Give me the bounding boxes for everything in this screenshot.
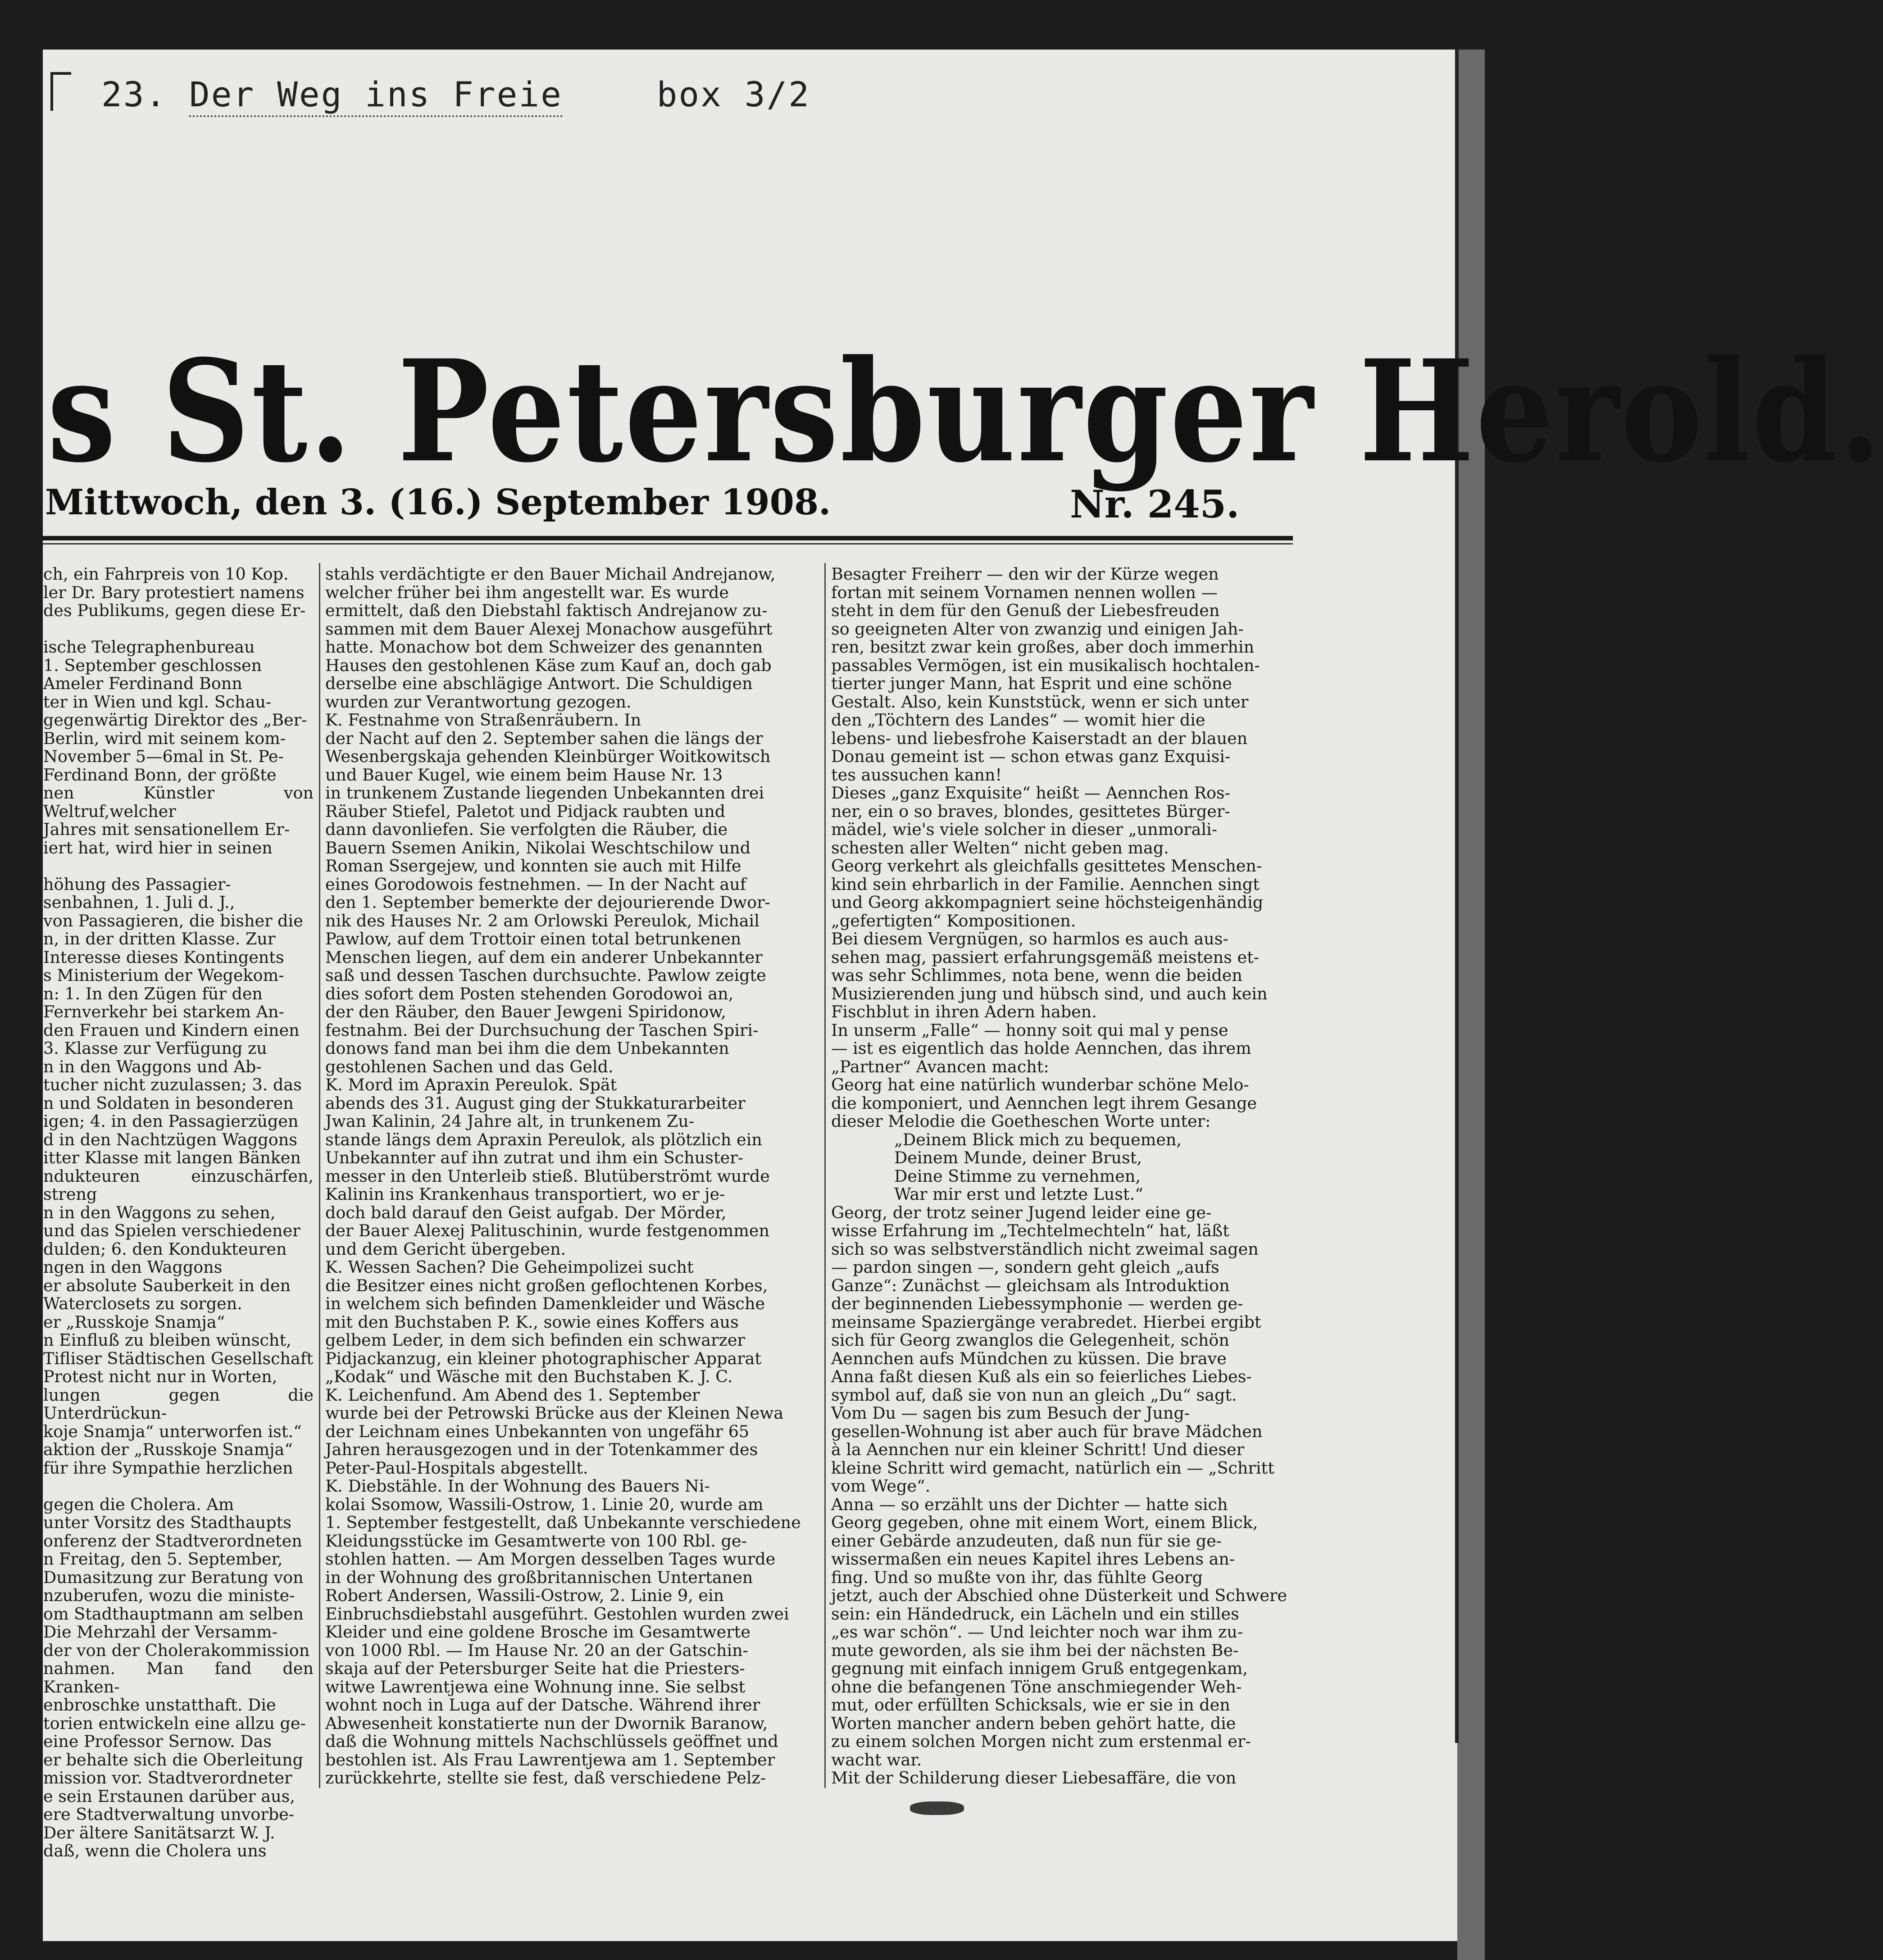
text-line: Protest nicht nur in Worten, [43, 1367, 277, 1386]
archive-title-number: 23. [101, 74, 168, 114]
text-line: n in den Waggons und Ab- [43, 1057, 262, 1076]
text-line: d in den Nachtzügen Waggons [43, 1130, 298, 1149]
text-line: doch bald darauf den Geist aufgab. Der Mörder, [325, 1202, 727, 1222]
text-line: er „Russkoje Snamja“ [43, 1312, 225, 1332]
text-line: 3. Klasse zur Verfügung zu [43, 1039, 267, 1058]
text-line: er absolute Sauberkeit in den [43, 1275, 291, 1295]
text-line: vom Wege“. [831, 1476, 931, 1496]
text-line: K. Wessen Sachen? Die Geheimpolizei sucht [325, 1257, 694, 1277]
text-line: wurde bei der Petrowski Brücke aus der Kleinen Newa [325, 1403, 784, 1423]
text-line: Georg verkehrt als gleichfalls gesittetes Menschen- [831, 856, 1262, 876]
text-line: steht in dem für den Genuß der Liebesfreuden [831, 601, 1220, 620]
text-line: mut, oder erfüllten Schicksals, wie er sie in den [831, 1695, 1230, 1715]
text-line: senbahnen, 1. Juli d. J., [43, 893, 235, 912]
text-line: mädel, wie's viele solcher in dieser „unmorali- [831, 820, 1218, 839]
text-line: dann davonliefen. Sie verfolgten die Räuber, die [325, 820, 728, 839]
column-2 [325, 565, 820, 1799]
text-line: eines Gorodowois festnehmen. — In der Nacht auf [325, 874, 746, 894]
text-line: ler Dr. Bary protestiert namens [43, 582, 305, 602]
text-line: 1. September geschlossen [43, 655, 262, 675]
text-line: Berlin, wird mit seinem kom- [43, 728, 286, 748]
text-line: ren, besitzt zwar kein großes, aber doch immerhin [831, 637, 1255, 657]
text-line [43, 620, 314, 639]
text-line: mute geworden, als sie ihm bei der nächsten Be- [831, 1640, 1239, 1660]
text-line: Deinem Munde, deiner Brust, [894, 1148, 1142, 1167]
text-line: und das Spielen verschiedener [43, 1221, 300, 1240]
text-line: ter in Wien und kgl. Schau- [43, 692, 272, 712]
text-line: von Passagieren, die bisher die [43, 911, 303, 930]
text-line: dies sofort dem Posten stehenden Gorodowoi an, [325, 984, 734, 1003]
text-line: mit den Buchstaben P. K., sowie eines Koffers aus [325, 1312, 739, 1332]
text-line: gegen die Cholera. Am [43, 1494, 234, 1514]
text-line: Georg, der trotz seiner Jugend leider eine ge- [831, 1202, 1212, 1222]
text-line: Peter-Paul-Hospitals abgestellt. [325, 1458, 588, 1478]
text-line: gestohlenen Sachen und das Geld. [325, 1057, 614, 1076]
text-line: sein: ein Händedruck, ein Lächeln und ein stilles [831, 1604, 1239, 1624]
text-line: Dieses „ganz Exquisite“ heißt — Aennchen Ros- [831, 783, 1230, 803]
text-line: „Deinem Blick mich zu bequemen, [894, 1130, 1182, 1149]
text-line: witwe Lawrentjewa eine Wohnung inne. Sie selbst [325, 1677, 746, 1697]
text-line: wisse Erfahrung im „Techtelmechteln“ hat, läßt [831, 1221, 1229, 1240]
text-line: was sehr Schlimmes, nota bene, wenn die beiden [831, 966, 1242, 985]
text-line: Mit der Schilderung dieser Liebesaffäre, die von [831, 1768, 1237, 1788]
column-3-text [831, 565, 1295, 1131]
text-line: ndukteuren einzuschärfen, streng [43, 1166, 314, 1204]
text-line: derselbe eine abschlägige Antwort. Die Schuldigen [325, 674, 753, 693]
text-line: sammen mit dem Bauer Alexej Monachow ausgeführt [325, 619, 773, 639]
text-line: gesellen-Wohnung ist aber auch für brave Mädchen [831, 1421, 1263, 1441]
text-line: fing. Und so mußte von ihr, das fühlte Georg [831, 1567, 1203, 1587]
text-line: Vom Du — sagen bis zum Besuch der Jung- [831, 1403, 1190, 1423]
text-line: Anna — so erzählt uns der Dichter — hatte sich [831, 1494, 1228, 1514]
text-line: K. Leichenfund. Am Abend des 1. September [325, 1385, 700, 1405]
text-line: in trunkenem Zustande liegenden Unbekannten drei [325, 783, 764, 803]
text-line: lebens- und liebesfrohe Kaiserstadt an der blauen [831, 728, 1248, 748]
text-line: Donau gemeint ist — schon etwas ganz Exquisi- [831, 747, 1231, 766]
text-line: stande längs dem Apraxin Pereulok, als plötzlich ein [325, 1130, 762, 1149]
masthead-rule [43, 536, 1293, 540]
text-line: daß, wenn die Cholera uns [43, 1841, 267, 1860]
text-line: der Bauer Alexej Palituschinin, wurde festgenommen [325, 1221, 769, 1240]
text-line: tierter junger Mann, hat Esprit und eine schöne [831, 674, 1232, 693]
text-line: „Partner“ Avancen macht: [831, 1057, 1049, 1076]
text-line: die komponiert, und Aennchen legt ihrem Gesange [831, 1093, 1257, 1113]
column-separator [319, 563, 320, 1788]
text-line: sich für Georg zwanglos die Gelegenheit, schön [831, 1330, 1229, 1350]
text-line: n Einfluß zu bleiben wünscht, [43, 1330, 291, 1350]
text-line: passables Vermögen, ist ein musikalisch hochtalen- [831, 655, 1260, 675]
text-line: so geeigneten Alter von zwanzig und einigen Jah- [831, 619, 1244, 639]
text-line: Kalinin ins Krankenhaus transportiert, wo er je- [325, 1184, 725, 1204]
poem [831, 1131, 1295, 1204]
corner-bracket [50, 72, 71, 111]
text-line: Tifliser Städtischen Gesellschaft [43, 1348, 314, 1368]
text-line: 1. September festgestellt, daß Unbekannte verschiedene [325, 1513, 801, 1532]
text-line: K. Festnahme von Straßenräubern. In [325, 710, 641, 730]
text-line: unter Vorsitz des Stadthaupts [43, 1513, 291, 1532]
text-line: wohnt noch in Luga auf der Datsche. Während ihrer [325, 1695, 760, 1715]
text-line: der Nacht auf den 2. September sahen die längs der [325, 728, 763, 748]
text-line: wissermaßen ein neues Kapitel ihres Lebens an- [831, 1549, 1235, 1569]
text-line: meinsame Spaziergänge verabredet. Hierbei ergibt [831, 1312, 1261, 1332]
text-line: fortan mit seinem Vornamen nennen wollen — [831, 582, 1218, 602]
text-line: höhung des Passagier- [43, 874, 231, 894]
text-line: Bauern Ssemen Anikin, Nikolai Weschtschilow und [325, 838, 751, 858]
text-line: „gefertigten“ Kompositionen. [831, 911, 1076, 930]
text-line: ohne die befangenen Töne anschmiegender Weh- [831, 1677, 1242, 1697]
text-line: der beginnenden Liebessymphonie — werden ge- [831, 1294, 1243, 1313]
text-line: s Ministerium der Wegekom- [43, 966, 284, 985]
text-line: — pardon singen —, sondern geht gleich „aufs [831, 1257, 1219, 1277]
text-line: und Bauer Kugel, wie einem beim Hause Nr. 13 [325, 765, 723, 785]
text-line: zu einem solchen Morgen nicht zum erstenmal er- [831, 1732, 1251, 1751]
text-line: Besagter Freiherr — den wir der Kürze wegen [831, 564, 1219, 584]
text-line: kleine Schritt wird gemacht, natürlich ein — „Schritt [831, 1458, 1274, 1478]
text-line: und Georg akkompagniert seine höchsteigenhändig [831, 893, 1264, 912]
text-line: gegenwärtig Direktor des „Ber- [43, 710, 307, 730]
text-line: Wesenbergskaja gehenden Kleinbürger Woitkowitsch [325, 747, 771, 766]
text-line: K. Mord im Apraxin Pereulok. Spät [325, 1075, 617, 1094]
archive-title: Der Weg ins Freie [189, 74, 563, 117]
text-line: Menschen liegen, auf dem ein anderer Unbekannter [325, 947, 763, 967]
text-line: den 1. September bemerkte der dejourierende Dwor- [325, 893, 770, 912]
text-line: Robert Andersen, Wassili-Ostrow, 2. Linie 9, ein [325, 1586, 724, 1605]
column-3-text-continued [831, 1204, 1295, 1788]
text-line: stahls verdächtigte er den Bauer Michail Andrejanow, [325, 564, 776, 584]
text-line: Worten mancher andern beben gehört hatte, die [831, 1713, 1236, 1733]
text-line: tucher nicht zuzulassen; 3. das [43, 1075, 302, 1094]
text-line: in der Wohnung des großbritannischen Untertanen [325, 1567, 753, 1587]
text-line: schesten aller Welten“ nicht geben mag. [831, 838, 1169, 858]
text-line [43, 1477, 314, 1496]
text-line: dulden; 6. den Kondukteuren [43, 1239, 287, 1259]
text-line: itter Klasse mit langen Bänken [43, 1148, 301, 1167]
text-line: wurden zur Verantwortung gezogen. [325, 692, 632, 712]
text-line: Roman Ssergejew, und konnten sie auch mit Hilfe [325, 856, 741, 876]
text-line: Interesse dieses Kontingents [43, 947, 284, 967]
text-line: stohlen hatten. — Am Morgen desselben Tages wurde [325, 1549, 776, 1569]
text-line: Jahren herausgezogen und in der Totenkammer des [325, 1440, 758, 1459]
issue-number: Nr. 245. [1070, 482, 1240, 526]
text-line: In unserm „Falle“ — honny soit qui mal y pense [831, 1020, 1228, 1040]
text-line: ch, ein Fahrpreis von 10 Kop. [43, 564, 289, 584]
text-line: Anna faßt diesen Kuß als ein so feierliches Liebes- [831, 1367, 1252, 1386]
text-line: sich so was selbstverständlich nicht zweimal sagen [831, 1239, 1259, 1259]
text-line: nahmen. Man fand den Kranken- [43, 1659, 314, 1697]
text-line: lungen gegen die Unterdrückun- [43, 1385, 314, 1423]
text-line: Einbruchsdiebstahl ausgeführt. Gestohlen wurden zwei [325, 1604, 789, 1624]
text-line: festnahm. Bei der Durchsuchung der Taschen Spiri- [325, 1020, 759, 1040]
ink-stain [910, 1801, 964, 1815]
text-line: saß und dessen Taschen durchsuchte. Pawlow zeigte [325, 966, 766, 985]
text-line: Fischblut in ihren Adern haben. [831, 1002, 1097, 1021]
text-line: nik des Hauses Nr. 2 am Orlowski Pereulok, Michail [325, 911, 760, 930]
text-line: wacht war. [831, 1750, 922, 1769]
archive-box: box 3/2 [656, 74, 810, 114]
text-line: Musizierenden jung und hübsch sind, und auch kein [831, 984, 1268, 1003]
text-line: welcher früher bei ihm angestellt war. Es wurde [325, 582, 729, 602]
text-line: Hauses den gestohlenen Käse zum Kauf an, doch gab [325, 655, 772, 675]
text-line: einer Gebärde anzudeuten, daß nun für sie ge- [831, 1531, 1222, 1551]
text-line: des Publikums, gegen diese Er- [43, 601, 306, 620]
text-line: Bei diesem Vergnügen, so harmlos es auch aus- [831, 929, 1228, 948]
text-line: torien entwickeln eine allzu ge- [43, 1713, 306, 1733]
newspaper-dateline: Mittwoch, den 3. (16.) September 1908. [45, 482, 831, 523]
text-line: onferenz der Stadtverordneten [43, 1531, 302, 1551]
text-line: die Besitzer eines nicht großen geflochtenen Korbes, [325, 1275, 768, 1295]
text-line: ngen in den Waggons [43, 1257, 223, 1277]
text-line: in welchem sich befinden Damenkleider und Wäsche [325, 1294, 765, 1313]
text-line: — ist es eigentlich das holde Aennchen, das ihrem [831, 1039, 1251, 1058]
text-line: Pidjackanzug, ein kleiner photographischer Apparat [325, 1348, 762, 1368]
text-line: Aennchen aufs Mündchen zu küssen. Die brave [831, 1348, 1227, 1368]
text-line: enbroschke unstatthaft. Die [43, 1695, 276, 1715]
text-line: War mir erst und letzte Lust.“ [894, 1184, 1143, 1204]
text-line: eine Professor Sernow. Das [43, 1732, 272, 1751]
text-line: ere Stadtverwaltung unvorbe- [43, 1805, 295, 1824]
masthead-rule-thin [43, 543, 1293, 544]
text-line: Der ältere Sanitätsarzt W. J. [43, 1823, 275, 1842]
text-line: n: 1. In den Zügen für den [43, 984, 263, 1003]
text-line: Kleider und eine goldene Brosche im Gesamtwerte [325, 1622, 750, 1642]
newspaper-masthead: s St. Petersburger Herold. [47, 329, 1883, 494]
text-line: kind sein ehrbarlich in der Familie. Aennchen singt [831, 874, 1260, 894]
text-line: gegnung mit einfach innigem Gruß entgegenkam, [831, 1659, 1248, 1678]
text-line: abends des 31. August ging der Stukkaturarbeiter [325, 1093, 746, 1113]
text-line: „Kodak“ und Wäsche mit den Buchstaben K. J. C. [325, 1367, 733, 1386]
text-line: Räuber Stiefel, Paletot und Pidjack raubten und [325, 801, 726, 821]
text-line: November 5—6mal in St. Pe- [43, 747, 284, 766]
text-line: tes aussuchen kann! [831, 765, 1002, 785]
text-line: den „Töchtern des Landes“ — womit hier die [831, 710, 1205, 730]
text-line: Ganze“: Zunächst — gleichsam als Introduktion [831, 1275, 1230, 1295]
text-line: ermittelt, daß den Diebstahl faktisch Andrejanow zu- [325, 601, 768, 620]
text-line: jetzt, auch der Abschied ohne Düsterkeit und Schwere [831, 1586, 1287, 1605]
text-line: skaja auf der Petersburger Seite hat die Priesters- [325, 1659, 745, 1678]
text-line: n in den Waggons zu sehen, [43, 1202, 276, 1222]
text-line: aktion der „Russkoje Snamja“ [43, 1440, 293, 1459]
text-line: n Freitag, den 5. September, [43, 1549, 283, 1569]
text-line: bestohlen ist. Als Frau Lawrentjewa am 1. September [325, 1750, 775, 1769]
text-line: der Leichnam eines Unbekannten von ungefähr 65 [325, 1421, 750, 1441]
text-line: gelbem Leder, in dem sich befinden ein schwarzer [325, 1330, 745, 1350]
text-line: n, in der dritten Klasse. Zur [43, 929, 276, 948]
text-line: mission vor. Stadtverordneter [43, 1768, 292, 1788]
text-line: nzuberufen, wozu die ministe- [43, 1586, 295, 1605]
column-separator [824, 563, 826, 1788]
text-line: den Frauen und Kindern einen [43, 1020, 300, 1040]
text-line: Ameler Ferdinand Bonn [43, 674, 242, 693]
text-line: igen; 4. in den Passagierzügen [43, 1112, 299, 1131]
text-line: hatte. Monachow bot dem Schweizer des genannten [325, 637, 763, 657]
text-line: à la Aennchen nur ein kleiner Schritt! Und dieser [831, 1440, 1245, 1459]
text-line: zurückkehrte, stellte sie fest, daß verschiedene Pelz- [325, 1768, 766, 1788]
text-line: Jahres mit sensationellem Er- [43, 820, 290, 839]
text-line: Unbekannter auf ihn zutrat und ihm ein Schuster- [325, 1148, 744, 1167]
text-line: Georg gegeben, ohne mit einem Wort, einem Blick, [831, 1513, 1258, 1532]
text-line: Georg hat eine natürlich wunderbar schöne Melo- [831, 1075, 1249, 1094]
text-line: nen Künstler von Weltruf,welcher [43, 783, 314, 821]
text-line: von 1000 Rbl. — Im Hause Nr. 20 an der Gatschin- [325, 1640, 748, 1660]
text-line: e sein Erstaunen darüber aus, [43, 1786, 295, 1806]
text-line: Ferdinand Bonn, der größte [43, 765, 277, 785]
text-line: daß die Wohnung mittels Nachschlüssels geöffnet und [325, 1732, 778, 1751]
text-line: Deine Stimme zu vernehmen, [894, 1166, 1141, 1186]
text-line: und dem Gericht übergeben. [325, 1239, 566, 1259]
text-line: messer in den Unterleib stieß. Blutüberströmt wurde [325, 1166, 770, 1186]
text-line: koje Snamja“ unterworfen ist.“ [43, 1421, 302, 1441]
text-line: sehen mag, passiert erfahrungsgemäß meistens et- [831, 947, 1260, 967]
text-line: er behalte sich die Oberleitung [43, 1750, 303, 1769]
text-line: der von der Cholerakommission [43, 1640, 310, 1660]
text-line: Jwan Kalinin, 24 Jahre alt, in trunkenem Zu- [325, 1112, 695, 1131]
text-line: ische Telegraphenbureau [43, 637, 255, 657]
text-line: K. Diebstähle. In der Wohnung des Bauers Ni- [325, 1476, 710, 1496]
text-line: iert hat, wird hier in seinen [43, 838, 273, 858]
text-line: Die Mehrzahl der Versamm- [43, 1622, 277, 1642]
text-line: donows fand man bei ihm die dem Unbekannten [325, 1039, 729, 1058]
text-line: für ihre Sympathie herzlichen [43, 1458, 293, 1478]
text-line [43, 857, 314, 876]
text-line: Dumasitzung zur Beratung von [43, 1567, 304, 1587]
text-line: dieser Melodie die Goetheschen Worte unter: [831, 1112, 1211, 1131]
text-line: Fernverkehr bei starkem An- [43, 1002, 284, 1021]
text-line: n und Soldaten in besonderen [43, 1093, 294, 1113]
text-line: Abwesenheit konstatierte nun der Dwornik Baranow, [325, 1713, 768, 1733]
text-line: om Stadthauptmann am selben [43, 1604, 304, 1624]
text-line: ner, ein o so braves, blondes, gesittetes Bürger- [831, 801, 1230, 821]
text-line: kolai Ssomow, Wassili-Ostrow, 1. Linie 20, wurde am [325, 1494, 764, 1514]
archive-label [101, 74, 810, 114]
text-line: Kleidungsstücke im Gesamtwerte von 100 Rbl. ge- [325, 1531, 747, 1551]
text-line: der den Räuber, den Bauer Jewgeni Spiridonow, [325, 1002, 726, 1021]
text-line: Gestalt. Also, kein Kunststück, wenn er sich unter [831, 692, 1249, 712]
text-line: Waterclosets zu sorgen. [43, 1294, 242, 1313]
column-3 [831, 564, 1295, 1788]
text-line: symbol auf, daß sie von nun an gleich „Du“ sagt. [831, 1385, 1237, 1405]
text-line: „es war schön“. — Und leichter noch war ihm zu- [831, 1622, 1243, 1642]
text-line: Pawlow, auf dem Trottoir einen total betrunkenen [325, 929, 741, 948]
column-1 [43, 564, 314, 1860]
